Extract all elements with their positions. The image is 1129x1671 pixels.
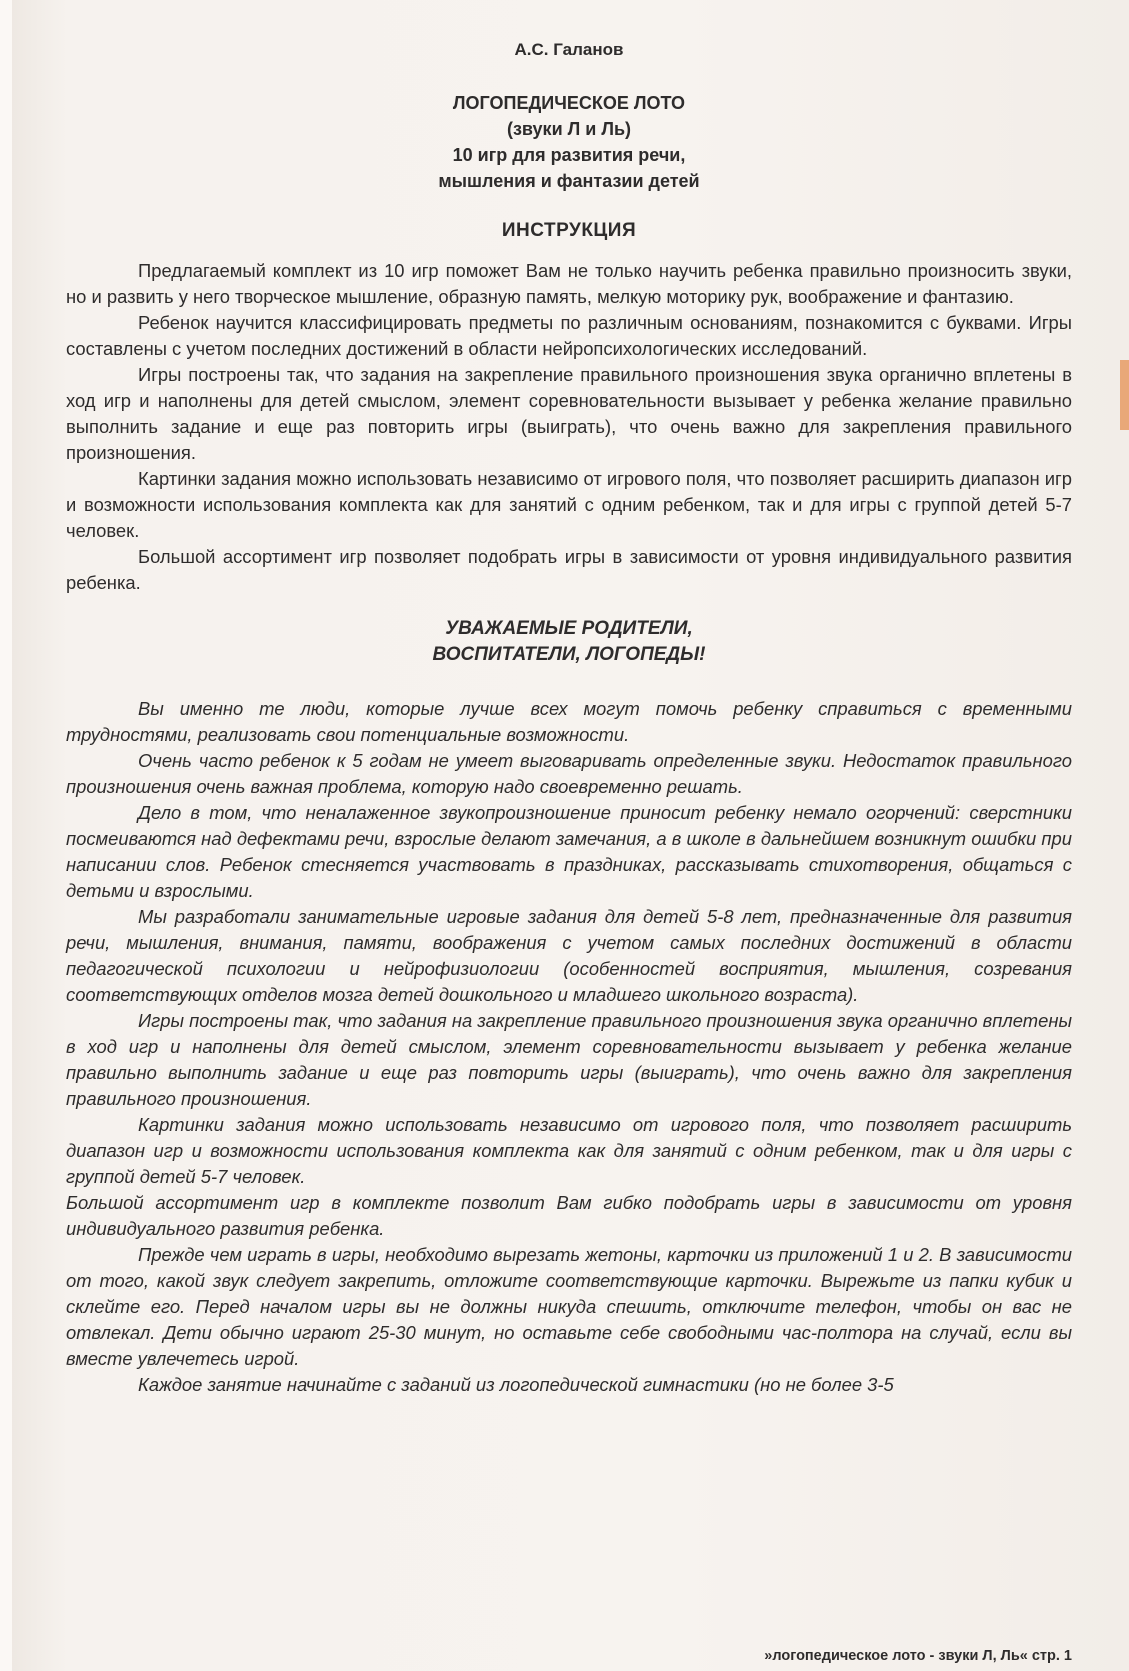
doc-title-line-3: 10 игр для развития речи, (452, 145, 686, 165)
address-heading (66, 616, 1072, 668)
address-paragraph: Игры построены так, что задания на закрепление правильного произношения звука органично вплетены в ход игр и наполнены для детей смыслом, элемент соревновательности вызывает у ребенка желание правильно выполнить задание и еще раз повторить игры (выиграть), что очень важно для закрепления правильного произношения. (66, 1010, 1072, 1109)
doc-title-line-2: (звуки Л и Ль) (506, 119, 632, 139)
address-paragraph: Мы разработали занимательные игровые задания для детей 5-8 лет, предназначенные для развития речи, мышления, внимания, памяти, воображения с учетом самых последних достижений в области педагогической психологии и нейрофизиологии (особенностей восприятия, мышления, созревания соответствующих отделов мозга детей дошкольного и младшего школьного возраста). (66, 906, 1072, 1005)
instruction-paragraph: Ребенок научится классифицировать предметы по различным основаниям, познакомится с буквами. Игры составлены с учетом последних достижений в области нейропсихологических исследований. (66, 312, 1072, 359)
address-paragraph: Большой ассортимент игр в комплекте позволит Вам гибко подобрать игры в зависимости от уровня индивидуального развития ребенка. (66, 1192, 1072, 1239)
address-paragraph: Каждое занятие начинайте с заданий из логопедической гимнастики (но не более 3-5 (138, 1374, 894, 1395)
document-body (66, 40, 1072, 1398)
address-paragraph: Прежде чем играть в игры, необходимо вырезать жетоны, карточки из приложений 1 и 2. В зависимости от того, какой звук следует закрепить, отложите соответствующие карточки. Вырежьте из папки кубик и склейте его. Перед началом игры вы не должны никуда спешить, отключите телефон, чтобы он вас не отвлекал. Дети обычно играют 25-30 минут, но оставьте себе свободными час-полтора на случай, если вы вместе увлечетесь игрой. (66, 1244, 1072, 1369)
address-paragraph: Картинки задания можно использовать независимо от игрового поля, что позволяет расширить диапазон игр и возможности использования комплекта как для занятий с одним ребенком, так и для игры с группой детей 5-7 человек. (66, 1114, 1072, 1187)
address-heading-line-1: УВАЖАЕМЫЕ РОДИТЕЛИ, (445, 618, 693, 639)
page-footer: »логопедическое лото - звуки Л, Ль« стр. 1 (764, 1648, 1072, 1664)
doc-title-line-1: ЛОГОПЕДИЧЕСКОЕ ЛОТО (452, 93, 686, 113)
address-paragraph: Дело в том, что неналаженное звукопроизношение приносит ребенку немало огорчений: сверстники посмеиваются над дефектами речи, взрослые делают замечания, а в школе в дальнейшем возникнут ошибки при написании слов. Ребенок стесняется участвовать в праздниках, рассказывать стихотворения, общаться с детьми и взрослыми. (66, 802, 1072, 901)
instruction-heading: ИНСТРУКЦИЯ (501, 220, 637, 241)
scan-stain (1120, 360, 1129, 430)
author: А.С. Галанов (514, 40, 624, 59)
scan-edge (0, 0, 12, 1671)
address-paragraph: Вы именно те люди, которые лучше всех могут помочь ребенку справиться с временными трудностями, реализовать свои потенциальные возможности. (66, 698, 1072, 745)
instruction-paragraph: Большой ассортимент игр позволяет подобрать игры в зависимости от уровня индивидуального развития ребенка. (66, 546, 1072, 593)
address-paragraph: Очень часто ребенок к 5 годам не умеет выговаривать определенные звуки. Недостаток правильного произношения очень важная проблема, которую надо своевременно решать. (66, 750, 1072, 797)
address-heading-line-2: ВОСПИТАТЕЛИ, ЛОГОПЕДЫ! (432, 644, 706, 665)
instruction-paragraph: Картинки задания можно использовать независимо от игрового поля, что позволяет расширить диапазон игр и возможности использования комплекта как для занятий с одним ребенком, так и для игры с группой детей 5-7 человек. (66, 468, 1072, 541)
doc-title-line-4: мышления и фантазии детей (438, 171, 700, 191)
instruction-paragraph: Игры построены так, что задания на закрепление правильного произношения звука органично вплетены в ход игр и наполнены для детей смыслом, элемент соревновательности вызывает у ребенка желание правильно выполнить задание и еще раз повторить игры (выиграть), что очень важно для закрепления правильного произношения. (66, 364, 1072, 463)
instruction-paragraph: Предлагаемый комплект из 10 игр поможет Вам не только научить ребенка правильно произносить звуки, но и развить у него творческое мышление, образную память, мелкую моторику рук, воображение и фантазию. (66, 260, 1072, 307)
